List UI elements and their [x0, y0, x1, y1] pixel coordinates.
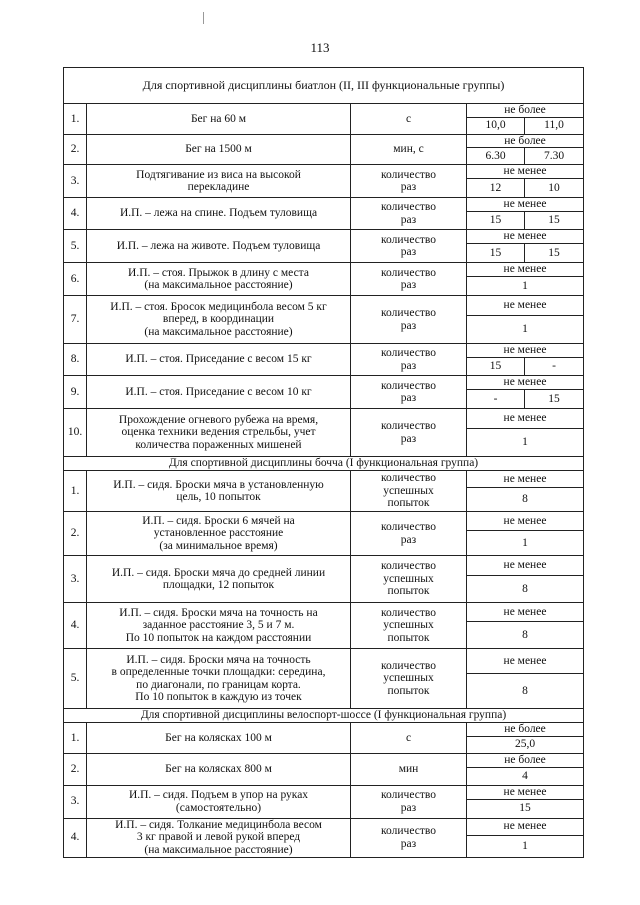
table-row [64, 603, 584, 622]
condition-label: не менее [467, 165, 584, 179]
condition-label: не менее [467, 376, 584, 390]
table-row [64, 230, 584, 244]
condition-label: не менее [467, 649, 584, 674]
condition-label: не менее [467, 603, 584, 622]
norm-value: 25,0 [467, 736, 584, 753]
scan-mark [203, 12, 204, 24]
norm-value: 8 [467, 576, 584, 603]
table-row [64, 165, 584, 179]
norm-value: 1 [467, 835, 584, 857]
condition-label: не менее [467, 230, 584, 244]
condition-label: не менее [467, 556, 584, 576]
row-number: 2. [64, 134, 87, 165]
unit-of-measure: количество успешных попыток [351, 603, 467, 649]
row-number: 4. [64, 818, 87, 857]
unit-of-measure: количество раз [351, 409, 467, 457]
norm-value: 1 [467, 316, 584, 344]
exercise-name: Бег на 1500 м [87, 134, 351, 165]
row-number: 3. [64, 785, 87, 818]
table-row [64, 753, 584, 767]
row-number: 2. [64, 512, 87, 556]
norm-value-first: 15 [467, 244, 525, 263]
norm-value-second: 15 [525, 390, 584, 409]
unit-of-measure: мин [351, 753, 467, 785]
table-row [64, 198, 584, 212]
row-number: 1. [64, 471, 87, 512]
unit-of-measure: количество раз [351, 785, 467, 818]
exercise-name: И.П. – сидя. Броски мяча до средней линии площадки, 12 попыток [87, 556, 351, 603]
condition-label: не менее [467, 818, 584, 835]
exercise-name: Бег на 60 м [87, 104, 351, 135]
row-number: 9. [64, 376, 87, 409]
table-row [64, 649, 584, 674]
condition-label: не более [467, 134, 584, 148]
norm-value: 8 [467, 622, 584, 649]
table-row [64, 818, 584, 835]
condition-label: не менее [467, 785, 584, 799]
norm-value-first: - [467, 390, 525, 409]
row-number: 6. [64, 263, 87, 296]
exercise-name: И.П. – лежа на спине. Подъем туловища [87, 198, 351, 230]
exercise-name: Бег на колясках 800 м [87, 753, 351, 785]
exercise-name: И.П. – лежа на животе. Подъем туловища [87, 230, 351, 263]
norm-value: 1 [467, 429, 584, 457]
exercise-name: И.П. – стоя. Бросок медицинбола весом 5 кг вперед, в координации (на максимальное расстояние) [87, 296, 351, 344]
exercise-name: Бег на колясках 100 м [87, 723, 351, 754]
condition-label: не менее [467, 512, 584, 531]
row-number: 5. [64, 649, 87, 709]
section-title: Для спортивной дисциплины бочча (I функциональная группа) [64, 457, 584, 471]
condition-label: не менее [467, 198, 584, 212]
norm-value: 8 [467, 488, 584, 512]
table-row [64, 296, 584, 316]
unit-of-measure: количество раз [351, 818, 467, 857]
table-row [64, 512, 584, 531]
unit-of-measure: количество раз [351, 512, 467, 556]
row-number: 8. [64, 344, 87, 376]
row-number: 10. [64, 409, 87, 457]
condition-label: не менее [467, 471, 584, 488]
unit-of-measure: количество раз [351, 296, 467, 344]
unit-of-measure: количество успешных попыток [351, 649, 467, 709]
norm-value: 8 [467, 674, 584, 709]
table-row [64, 785, 584, 799]
exercise-name: И.П. – сидя. Броски мяча в установленную цель, 10 попыток [87, 471, 351, 512]
norm-value-first: 12 [467, 179, 525, 198]
exercise-name: Подтягивание из виса на высокой перекладине [87, 165, 351, 198]
row-number: 1. [64, 723, 87, 754]
row-number: 2. [64, 753, 87, 785]
section-title: Для спортивной дисциплины биатлон (II, III функциональные группы) [64, 68, 584, 104]
condition-label: не более [467, 723, 584, 737]
table-row [64, 723, 584, 737]
norm-value-first: 10,0 [467, 117, 525, 134]
unit-of-measure: количество раз [351, 344, 467, 376]
unit-of-measure: мин, с [351, 134, 467, 165]
unit-of-measure: количество успешных попыток [351, 556, 467, 603]
exercise-name: И.П. – сидя. Броски 6 мячей на установленное расстояние (за минимальное время) [87, 512, 351, 556]
condition-label: не более [467, 104, 584, 118]
unit-of-measure: количество раз [351, 165, 467, 198]
unit-of-measure: количество раз [351, 376, 467, 409]
norms-table [63, 67, 584, 858]
condition-label: не менее [467, 263, 584, 277]
unit-of-measure: с [351, 723, 467, 754]
condition-label: не более [467, 753, 584, 767]
exercise-name: И.П. – стоя. Прыжок в длину с места (на максимальное расстояние) [87, 263, 351, 296]
row-number: 3. [64, 165, 87, 198]
row-number: 4. [64, 198, 87, 230]
norm-value-first: 6.30 [467, 148, 525, 165]
exercise-name: И.П. – сидя. Подъем в упор на руках (самостоятельно) [87, 785, 351, 818]
exercise-name: И.П. – стоя. Приседание с весом 15 кг [87, 344, 351, 376]
row-number: 1. [64, 104, 87, 135]
norm-value-second: 15 [525, 212, 584, 230]
row-number: 3. [64, 556, 87, 603]
norm-value-second: 11,0 [525, 117, 584, 134]
norms-table-body [64, 68, 584, 858]
table-row [64, 344, 584, 358]
norm-value-second: - [525, 358, 584, 376]
exercise-name: И.П. – сидя. Броски мяча на точность на заданное расстояние 3, 5 и 7 м. По 10 попыток на каждом расстоянии [87, 603, 351, 649]
section-header-row [64, 457, 584, 471]
unit-of-measure: количество раз [351, 230, 467, 263]
norm-value: 4 [467, 767, 584, 785]
exercise-name: И.П. – сидя. Броски мяча на точность в определенные точки площадки: середина, по диагонали, по границам корта. По 10 попыток в каждую из точек [87, 649, 351, 709]
row-number: 7. [64, 296, 87, 344]
exercise-name: И.П. – стоя. Приседание с весом 10 кг [87, 376, 351, 409]
table-row [64, 376, 584, 390]
unit-of-measure: количество раз [351, 263, 467, 296]
section-header-row [64, 709, 584, 723]
norm-value: 1 [467, 531, 584, 556]
norm-value-second: 7.30 [525, 148, 584, 165]
condition-label: не менее [467, 296, 584, 316]
table-row [64, 556, 584, 576]
page-number: 113 [310, 40, 330, 55]
norm-value-first: 15 [467, 358, 525, 376]
row-number: 5. [64, 230, 87, 263]
table-row [64, 134, 584, 148]
table-row [64, 471, 584, 488]
norm-value: 15 [467, 799, 584, 818]
table-row [64, 263, 584, 277]
table-row [64, 104, 584, 118]
norm-value-second: 15 [525, 244, 584, 263]
section-title: Для спортивной дисциплины велоспорт-шоссе (I функциональная группа) [64, 709, 584, 723]
section-header-row [64, 68, 584, 104]
norm-value: 1 [467, 277, 584, 296]
unit-of-measure: количество успешных попыток [351, 471, 467, 512]
exercise-name: И.П. – сидя. Толкание медицинбола весом 3 кг правой и левой рукой вперед (на максимальное расстояние) [87, 818, 351, 857]
unit-of-measure: с [351, 104, 467, 135]
norm-value-first: 15 [467, 212, 525, 230]
norm-value-second: 10 [525, 179, 584, 198]
condition-label: не менее [467, 344, 584, 358]
unit-of-measure: количество раз [351, 198, 467, 230]
table-row [64, 409, 584, 429]
row-number: 4. [64, 603, 87, 649]
condition-label: не менее [467, 409, 584, 429]
exercise-name: Прохождение огневого рубежа на время, оценка техники ведения стрельбы, учет количества пораженных мишеней [87, 409, 351, 457]
